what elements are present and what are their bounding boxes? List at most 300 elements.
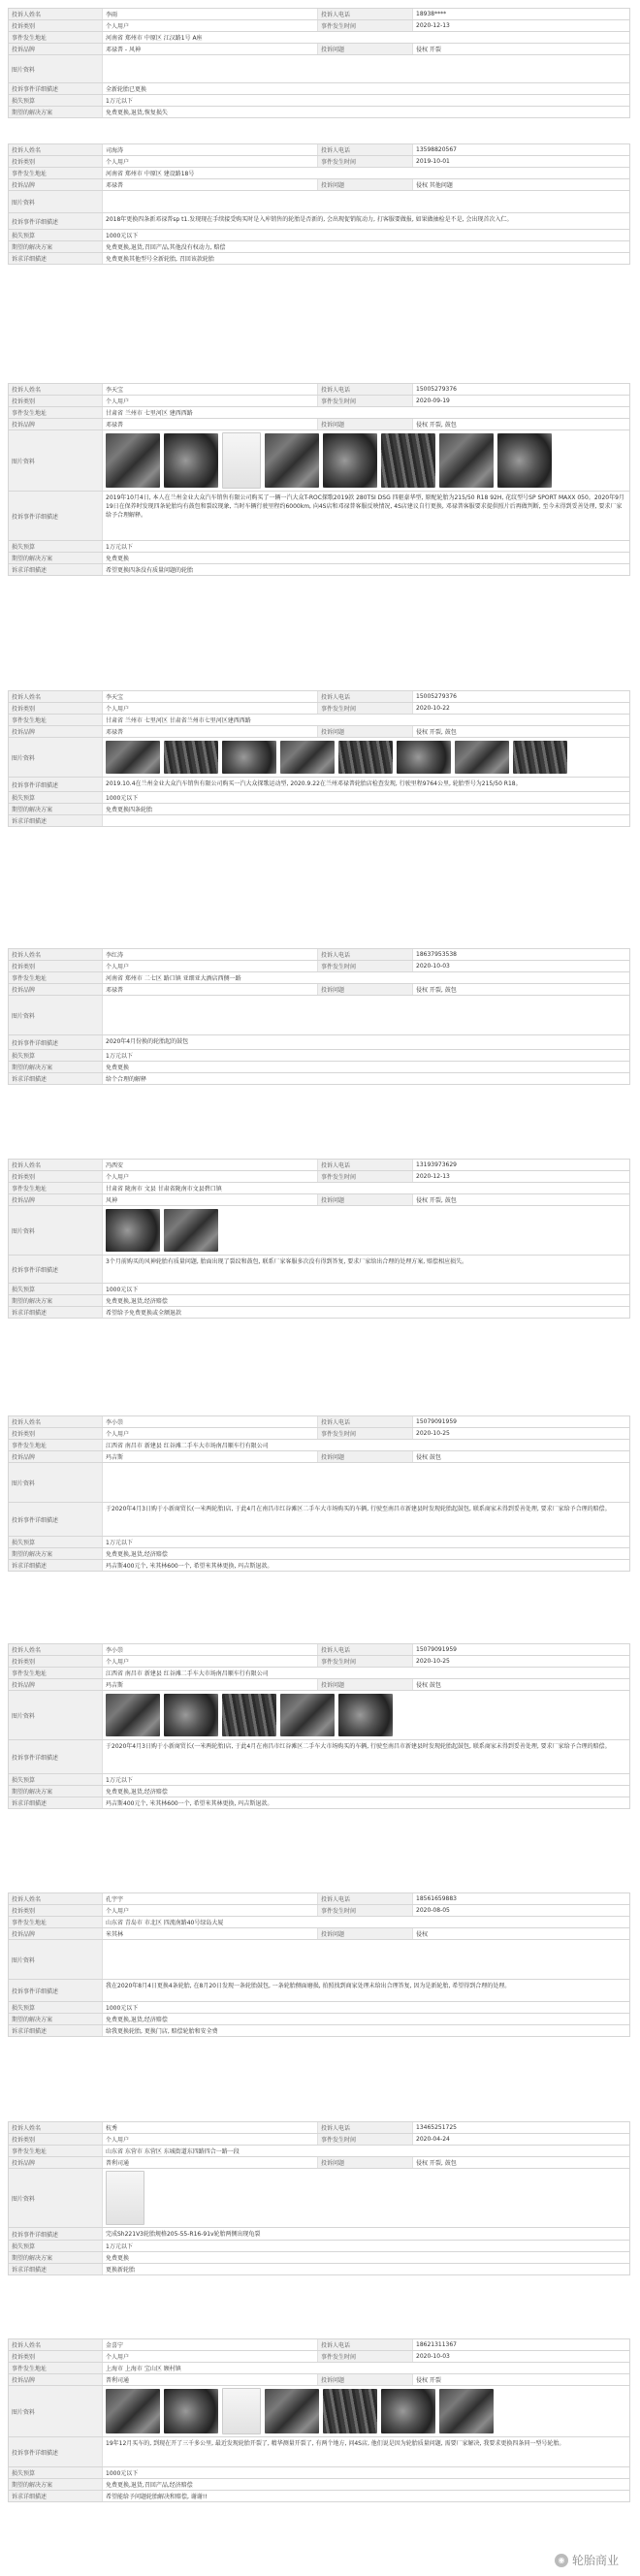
label-detail: 投诉事件详细描述 [8, 1503, 103, 1536]
value-result: 给个合理的解释 [103, 1073, 630, 1084]
summary-row-2 [8, 19, 630, 31]
label-loss: 损失预算 [8, 230, 103, 240]
complaint-card [8, 143, 630, 265]
value-time: 2020-10-03 [413, 2351, 630, 2362]
label-time: 事件发生时间 [318, 2134, 413, 2145]
value-phone: 15079091959 [413, 1644, 630, 1655]
summary-value-loss: 1万元以下 [103, 95, 630, 106]
summary-table [8, 8, 630, 118]
case-row-detail [8, 1502, 630, 1536]
case-row-category [8, 2133, 630, 2145]
label-problem: 投诉问题 [318, 1194, 413, 1205]
case-row-name [8, 383, 630, 395]
summary-label-brand: 投诉品牌 [8, 44, 103, 54]
case-row-expect [8, 803, 630, 814]
value-detail: 于2020年4月3日购于小新商贸长(一米两轮胎)店, 于此4月在南昌市红谷滩区二手车大市场购买的车辆, 行驶至南昌市新建县时发现轮胎起鼓包, 联系商家未得到妥善处理, 要求厂家给予合理的赔偿。 [103, 1740, 630, 1773]
label-name: 投诉人姓名 [8, 2122, 103, 2133]
label-detail: 投诉事件详细描述 [8, 778, 103, 791]
value-detail: 3个月前购买的风神轮胎有质量问题, 胎面出现了裂纹和鼓包, 联系厂家客服多次没有得到答复, 要求厂家给出合理的处理方案, 赔偿相应损失。 [103, 1256, 630, 1283]
value-result: 玛吉斯400元个, 米其林600一个, 希望米其林更换, 玛吉斯退款。 [103, 1560, 630, 1571]
photo-thumbnail[interactable] [164, 741, 218, 774]
case-row-address [8, 1439, 630, 1450]
value-name: 李天宝 [103, 691, 318, 702]
value-category: 个人用户 [103, 1171, 318, 1182]
wechat-icon: ◉ [555, 2554, 568, 2567]
photo-thumbnail[interactable] [164, 433, 218, 488]
case-row-photos [8, 429, 630, 491]
case-row-expect [8, 1547, 630, 1559]
value-time: 2020-04-24 [413, 2134, 630, 2145]
photo-thumbnail[interactable] [338, 741, 393, 774]
case-row-result [8, 2490, 630, 2502]
photo-thumbnail[interactable] [497, 433, 552, 488]
label-category: 投诉类别 [8, 2351, 103, 2362]
label-problem: 投诉问题 [318, 1679, 413, 1690]
case-row-detail [8, 1739, 630, 1773]
case-row-expect [8, 1294, 630, 1306]
value-address: 河南省 郑州市 二七区 路口镇 亚细亚大酒店西侧一路 [103, 972, 630, 983]
photo-thumbnail[interactable] [397, 741, 451, 774]
value-brand: 玛吉斯 [103, 1451, 318, 1462]
case-row-loss [8, 540, 630, 552]
value-time: 2020-08-05 [413, 1905, 630, 1916]
label-photos: 图片资料 [8, 430, 103, 491]
photo-thumbnail[interactable] [323, 433, 377, 488]
photo-thumbnail[interactable] [513, 741, 567, 774]
case-row-name [8, 1892, 630, 1904]
value-category: 个人用户 [103, 2134, 318, 2145]
label-photos: 图片资料 [8, 2169, 103, 2227]
value-address: 山东省 青岛市 市北区 四流南路40号绿岛大厦 [103, 1917, 630, 1927]
label-expect: 期望的解决方案 [8, 1548, 103, 1559]
label-photos: 图片资料 [8, 1940, 103, 1979]
photo-thumbnail[interactable] [381, 2389, 435, 2433]
label-address: 事件发生地址 [8, 407, 103, 418]
value-problem: 侵权 鼓包 [413, 1451, 630, 1462]
label-expect: 期望的解决方案 [8, 804, 103, 814]
label-expect: 期望的解决方案 [8, 241, 103, 252]
photo-thumbnail[interactable] [265, 2389, 319, 2433]
label-time: 事件发生时间 [318, 396, 413, 406]
value-result: 希望给予免费更换或全额退款 [103, 1307, 630, 1318]
case-row-detail [8, 2227, 630, 2240]
value-name: 司海涛 [103, 144, 318, 155]
photo-thumbnail[interactable] [222, 741, 276, 774]
value-brand: 邓禄普 [103, 726, 318, 737]
case-row-detail [8, 1979, 630, 2001]
label-loss: 损失预算 [8, 541, 103, 552]
complaint-card [8, 1415, 630, 1572]
summary-label-expect: 期望的解决方案 [8, 107, 103, 117]
label-category: 投诉类别 [8, 1905, 103, 1916]
case-row-name [8, 1159, 630, 1170]
case-row-detail [8, 1034, 630, 1049]
value-time: 2019-10-01 [413, 156, 630, 167]
label-name: 投诉人姓名 [8, 384, 103, 395]
photo-strip [103, 2386, 630, 2436]
summary-row-8 [8, 106, 630, 118]
label-address: 事件发生地址 [8, 2146, 103, 2156]
case-row-expect [8, 2013, 630, 2024]
label-category: 投诉类别 [8, 2134, 103, 2145]
value-name: 孔宇宇 [103, 1893, 318, 1904]
label-result: 诉求详细描述 [8, 564, 103, 575]
photo-thumbnail[interactable] [265, 433, 319, 488]
label-problem: 投诉问题 [318, 179, 413, 190]
value-address: 山东省 东营市 东营区 东城街道东四路四合一路一段 [103, 2146, 630, 2156]
value-detail: 2019年10月4日, 本人在兰州金业大众汽车销售有限公司购买了一辆一汽大众T-ROC探歌2019款 280TSI DSG 四驱豪华型, 原配轮胎为215/50 R18 92H, 花纹型号SP SPORT MAXX 050。2020年9月19日在保养时发现四条轮胎均有鼓包和裂纹现象, 当时车辆行驶里程约6000km, 向4S店和邓禄普客服反映情况, 4S店建议自行更换, 邓禄普客服要求提供照片后再做判断, 至今未得到妥善处理, 要求厂家给予合理解释。 [103, 492, 630, 540]
photo-thumbnail[interactable] [222, 432, 261, 489]
value-problem: 侵权 开裂, 鼓包 [413, 2157, 630, 2168]
photo-thumbnail[interactable] [280, 741, 335, 774]
label-detail: 投诉事件详细描述 [8, 492, 103, 540]
label-time: 事件发生时间 [318, 2351, 413, 2362]
case-row-name [8, 2338, 630, 2350]
label-result: 诉求详细描述 [8, 2025, 103, 2036]
value-phone: 13598820567 [413, 144, 630, 155]
label-phone: 投诉人电话 [318, 384, 413, 395]
photo-strip [103, 430, 630, 491]
value-address: 河南省 郑州市 中原区 建设路18号 [103, 168, 630, 178]
case-row-address [8, 1182, 630, 1193]
value-phone: 15005279376 [413, 691, 630, 702]
value-loss: 1万元以下 [103, 1050, 630, 1061]
label-detail: 投诉事件详细描述 [8, 1980, 103, 2001]
value-detail: 我在2020年8月4日更换4条轮胎, 在8月20日发现一条轮胎鼓包, 一条轮胎侧面磨损, 拍照找到商家处理未给出合理答复, 因为是新轮胎, 希望得到合理的处理。 [103, 1980, 630, 2001]
summary-row-4 [8, 43, 630, 54]
case-row-address [8, 1916, 630, 1927]
label-name: 投诉人姓名 [8, 1644, 103, 1655]
photo-strip [103, 191, 630, 212]
value-time: 2020-10-25 [413, 1656, 630, 1667]
summary-row-7 [8, 94, 630, 106]
case-row-category [8, 395, 630, 406]
summary-row-5 [8, 54, 630, 82]
photo-thumbnail[interactable] [439, 433, 494, 488]
label-photos: 图片资料 [8, 1463, 103, 1502]
photo-thumbnail[interactable] [106, 433, 160, 488]
value-brand: 普利司通 [103, 2157, 318, 2168]
case-row-brand [8, 178, 630, 190]
label-problem: 投诉问题 [318, 1928, 413, 1939]
value-name: 李红涛 [103, 949, 318, 960]
case-row-result [8, 2263, 630, 2275]
label-category: 投诉类别 [8, 1656, 103, 1667]
case-row-loss [8, 2001, 630, 2013]
value-result: 更换新轮胎 [103, 2264, 630, 2274]
case-row-photos [8, 2385, 630, 2436]
value-loss: 1万元以下 [103, 1537, 630, 1547]
value-category: 个人用户 [103, 1656, 318, 1667]
label-name: 投诉人姓名 [8, 144, 103, 155]
label-photos: 图片资料 [8, 1691, 103, 1739]
label-brand: 投诉品牌 [8, 1679, 103, 1690]
value-brand: 普利司通 [103, 2374, 318, 2385]
value-brand: 米其林 [103, 1928, 318, 1939]
label-detail: 投诉事件详细描述 [8, 1035, 103, 1049]
value-address: 甘肃省 兰州市 七里河区 甘肃省兰州市七里河区建西西路 [103, 715, 630, 725]
case-row-loss [8, 229, 630, 240]
label-address: 事件发生地址 [8, 1668, 103, 1678]
label-loss: 损失预算 [8, 2241, 103, 2251]
case-row-brand [8, 1678, 630, 1690]
summary-value-name: 李雨 [103, 9, 318, 19]
label-expect: 期望的解决方案 [8, 2479, 103, 2490]
summary-value-address: 河南省 郑州市 中原区 江汉路1号 A座 [103, 32, 630, 43]
value-expect: 免费更换 [103, 2252, 630, 2263]
case-row-brand [8, 2373, 630, 2385]
label-time: 事件发生时间 [318, 1656, 413, 1667]
photo-thumbnail[interactable] [164, 2389, 218, 2433]
photo-thumbnail[interactable] [106, 1209, 160, 1252]
value-category: 个人用户 [103, 1905, 318, 1916]
photo-thumbnail[interactable] [439, 2389, 494, 2433]
label-loss: 损失预算 [8, 1284, 103, 1294]
label-phone: 投诉人电话 [318, 2339, 413, 2350]
case-row-brand [8, 983, 630, 995]
summary-row-6 [8, 82, 630, 94]
case-row-loss [8, 2240, 630, 2251]
label-phone: 投诉人电话 [318, 1893, 413, 1904]
photo-thumbnail[interactable] [106, 1694, 160, 1736]
label-time: 事件发生时间 [318, 156, 413, 167]
label-detail: 投诉事件详细描述 [8, 1256, 103, 1283]
value-name: 李天宝 [103, 384, 318, 395]
summary-row-3 [8, 31, 630, 43]
label-loss: 损失预算 [8, 1537, 103, 1547]
label-address: 事件发生地址 [8, 715, 103, 725]
photo-thumbnail[interactable] [338, 1694, 393, 1736]
case-row-address [8, 2362, 630, 2373]
label-result: 诉求详细描述 [8, 1560, 103, 1571]
photo-thumbnail[interactable] [222, 2388, 261, 2434]
label-name: 投诉人姓名 [8, 1893, 103, 1904]
complaint-card [8, 2338, 630, 2502]
value-category: 个人用户 [103, 396, 318, 406]
value-detail: 于2020年4月3日购于小新商贸长(一米两轮胎)店, 于此4月在南昌市红谷滩区二手车大市场购买的车辆, 行驶至南昌市新建县时发现轮胎起鼓包, 联系商家未得到妥善处理, 要求厂家给予合理的赔偿。 [103, 1503, 630, 1536]
label-address: 事件发生地址 [8, 1440, 103, 1450]
case-row-brand [8, 1193, 630, 1205]
label-expect: 期望的解决方案 [8, 1295, 103, 1306]
summary-label-address: 事件发生地址 [8, 32, 103, 43]
photo-thumbnail[interactable] [164, 1694, 218, 1736]
case-row-detail [8, 212, 630, 229]
summary-value-category: 个人用户 [103, 20, 318, 31]
photo-strip [103, 738, 630, 777]
complaint-card [8, 1892, 630, 2037]
label-expect: 期望的解决方案 [8, 1062, 103, 1072]
summary-label-time: 事件发生时间 [318, 20, 413, 31]
complaint-card [8, 383, 630, 576]
value-problem: 侵权 其他问题 [413, 179, 630, 190]
summary-value-problem: 侵权 开裂 [413, 44, 630, 54]
label-category: 投诉类别 [8, 961, 103, 971]
case-row-address [8, 971, 630, 983]
case-row-category [8, 702, 630, 714]
case-row-brand [8, 1927, 630, 1939]
summary-value-expect: 免费更换,退货,恢复损失 [103, 107, 630, 117]
case-row-loss [8, 791, 630, 803]
case-row-result [8, 1559, 630, 1572]
value-brand: 玛吉斯 [103, 1679, 318, 1690]
label-category: 投诉类别 [8, 703, 103, 714]
case-row-address [8, 406, 630, 418]
photo-strip [103, 1463, 630, 1502]
label-expect: 期望的解决方案 [8, 553, 103, 563]
case-row-name [8, 2121, 630, 2133]
photo-thumbnail[interactable] [106, 2389, 160, 2433]
summary-value-phone: 18938**** [413, 9, 630, 19]
value-time: 2020-12-13 [413, 1171, 630, 1182]
label-brand: 投诉品牌 [8, 726, 103, 737]
value-result: 希望能给予问题轮胎解决和赔偿, 谢谢!! [103, 2491, 630, 2501]
photo-thumbnail[interactable] [323, 2389, 377, 2433]
label-problem: 投诉问题 [318, 1451, 413, 1462]
label-time: 事件发生时间 [318, 1171, 413, 1182]
label-loss: 损失预算 [8, 2002, 103, 2013]
case-row-expect [8, 552, 630, 563]
complaint-card [8, 948, 630, 1085]
value-problem: 侵权 鼓包 [413, 1679, 630, 1690]
value-result: 玛吉斯400元个, 米其林600一个, 希望米其林更换, 玛吉斯退款。 [103, 1797, 630, 1808]
photo-strip [103, 1691, 630, 1739]
photo-thumbnail[interactable] [222, 1694, 276, 1736]
label-address: 事件发生地址 [8, 1917, 103, 1927]
case-row-detail [8, 777, 630, 791]
label-time: 事件发生时间 [318, 703, 413, 714]
label-time: 事件发生时间 [318, 1905, 413, 1916]
value-phone: 15005279376 [413, 384, 630, 395]
label-expect: 期望的解决方案 [8, 1786, 103, 1797]
case-row-address [8, 167, 630, 178]
value-phone: 18637953538 [413, 949, 630, 960]
value-time: 2020-10-22 [413, 703, 630, 714]
label-problem: 投诉问题 [318, 984, 413, 995]
case-row-result [8, 814, 630, 827]
label-loss: 损失预算 [8, 1774, 103, 1785]
label-result: 诉求详细描述 [8, 253, 103, 264]
complaint-card [8, 2121, 630, 2275]
label-photos: 图片资料 [8, 2386, 103, 2436]
value-loss: 1万元以下 [103, 2241, 630, 2251]
case-row-category [8, 1170, 630, 1182]
value-name: 杭秀 [103, 2122, 318, 2133]
label-detail: 投诉事件详细描述 [8, 2228, 103, 2240]
value-name: 冯西安 [103, 1160, 318, 1170]
value-expect: 免费更换,退货,召回产品,其他没有权动力, 赔偿 [103, 241, 630, 252]
value-result: 给我更换轮胎, 更换门店, 赔偿轮胎和安全费 [103, 2025, 630, 2036]
photo-thumbnail[interactable] [106, 741, 160, 774]
case-row-photos [8, 1462, 630, 1502]
value-category: 个人用户 [103, 961, 318, 971]
photo-strip [103, 996, 630, 1034]
summary-label-loss: 损失预算 [8, 95, 103, 106]
case-row-name [8, 1415, 630, 1427]
case-row-photos [8, 1205, 630, 1255]
value-name: 李小崇 [103, 1416, 318, 1427]
label-category: 投诉类别 [8, 156, 103, 167]
label-brand: 投诉品牌 [8, 984, 103, 995]
label-result: 诉求详细描述 [8, 1797, 103, 1808]
case-row-photos [8, 2168, 630, 2227]
value-brand: 邓禄普 [103, 984, 318, 995]
photo-thumbnail[interactable] [164, 1209, 218, 1252]
case-row-expect [8, 240, 630, 252]
label-phone: 投诉人电话 [318, 949, 413, 960]
value-category: 个人用户 [103, 2351, 318, 2362]
case-row-category [8, 155, 630, 167]
value-time: 2020-10-03 [413, 961, 630, 971]
case-row-loss [8, 1536, 630, 1547]
case-row-result [8, 1072, 630, 1085]
value-time: 2020-09-19 [413, 396, 630, 406]
case-row-result [8, 563, 630, 576]
case-row-address [8, 714, 630, 725]
label-problem: 投诉问题 [318, 2157, 413, 2168]
label-brand: 投诉品牌 [8, 1928, 103, 1939]
case-row-category [8, 1904, 630, 1916]
label-problem: 投诉问题 [318, 419, 413, 429]
value-detail: 完成Sh221V3轮胎规格205-55-R16-91v轮胎两侧出现龟裂 [103, 2228, 630, 2240]
label-brand: 投诉品牌 [8, 2157, 103, 2168]
photo-strip [103, 1206, 630, 1255]
label-name: 投诉人姓名 [8, 1160, 103, 1170]
photo-thumbnail[interactable] [280, 1694, 335, 1736]
label-time: 事件发生时间 [318, 1428, 413, 1439]
label-detail: 投诉事件详细描述 [8, 1740, 103, 1773]
value-detail: 2019.10.4在兰州金业大众汽车销售有限公司购买一汽大众探歌运动型, 2020.9.22在兰州邓禄普轮胎店检查发现, 行驶里程9764公里, 轮胎型号为215/50 R18。 [103, 778, 630, 791]
label-address: 事件发生地址 [8, 2363, 103, 2373]
case-row-name [8, 143, 630, 155]
case-row-category [8, 1655, 630, 1667]
label-brand: 投诉品牌 [8, 419, 103, 429]
value-problem: 侵权 开裂, 鼓包 [413, 1194, 630, 1205]
photo-thumbnail[interactable] [455, 741, 509, 774]
case-row-loss [8, 2466, 630, 2478]
case-row-expect [8, 1061, 630, 1072]
label-result: 诉求详细描述 [8, 1307, 103, 1318]
case-row-address [8, 1667, 630, 1678]
label-photos: 图片资料 [8, 1206, 103, 1255]
value-problem: 侵权 [413, 1928, 630, 1939]
value-expect: 免费更换,退货,经济赔偿 [103, 1548, 630, 1559]
label-expect: 期望的解决方案 [8, 2252, 103, 2263]
value-brand: 邓禄普 [103, 419, 318, 429]
label-result: 诉求详细描述 [8, 1073, 103, 1084]
watermark [555, 2552, 619, 2568]
case-row-result [8, 1797, 630, 1809]
summary-row-1 [8, 8, 630, 19]
value-category: 个人用户 [103, 703, 318, 714]
summary-label-problem: 投诉问题 [318, 44, 413, 54]
value-loss: 1万元以下 [103, 541, 630, 552]
value-phone: 18621311367 [413, 2339, 630, 2350]
value-phone: 13465251725 [413, 2122, 630, 2133]
photo-thumbnail[interactable] [381, 433, 435, 488]
watermark-text: 轮胎商业 [571, 2554, 619, 2567]
photo-thumbnail[interactable] [106, 2171, 144, 2225]
label-name: 投诉人姓名 [8, 691, 103, 702]
label-result: 诉求详细描述 [8, 815, 103, 826]
complaint-card [8, 1643, 630, 1809]
label-brand: 投诉品牌 [8, 179, 103, 190]
summary-label-name: 投诉人姓名 [8, 9, 103, 19]
value-loss: 1000元以下 [103, 792, 630, 803]
value-phone: 13193973629 [413, 1160, 630, 1170]
label-problem: 投诉问题 [318, 726, 413, 737]
label-phone: 投诉人电话 [318, 1160, 413, 1170]
case-row-photos [8, 737, 630, 777]
